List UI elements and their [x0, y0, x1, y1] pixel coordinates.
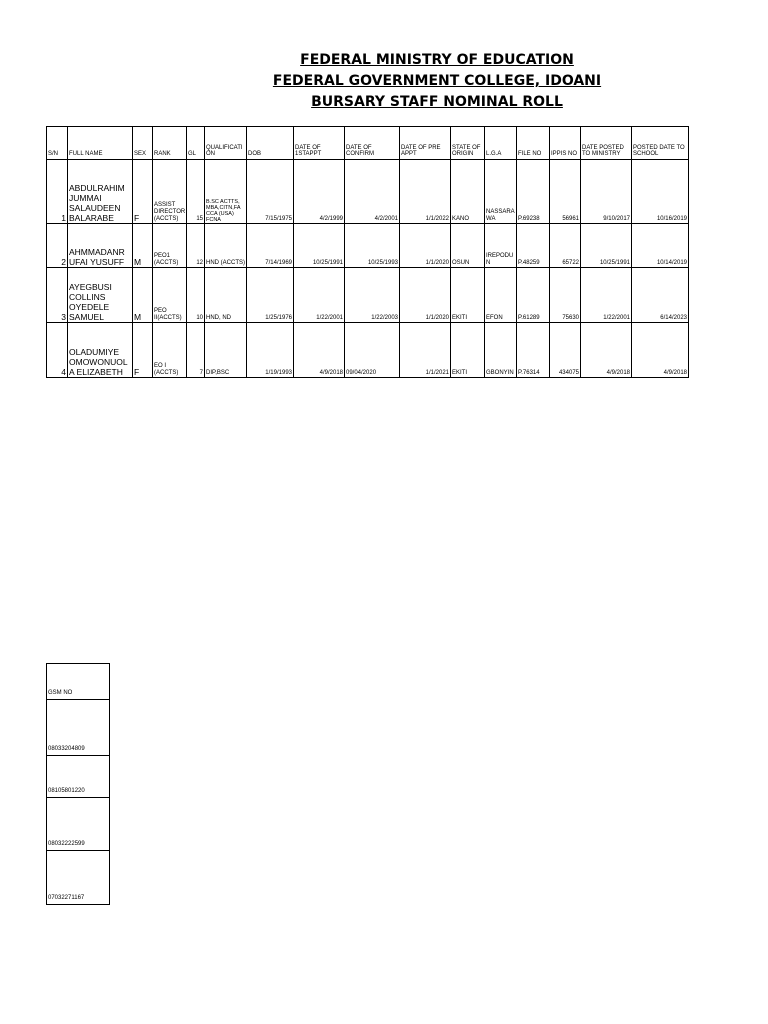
row-school: 10/16/2019 — [632, 160, 689, 224]
col-state: STATE OF ORIGIN — [451, 127, 485, 160]
col-sn: S/N — [47, 127, 68, 160]
row-confirm: 4/2/2001 — [345, 160, 400, 224]
row-first-appt: 1/22/2001 — [294, 268, 345, 323]
col-ippis-no: IPPIS NO — [550, 127, 581, 160]
gsm-table — [46, 663, 110, 905]
row-sex: M — [133, 268, 153, 323]
row-ministry: 4/9/2018 — [581, 323, 632, 378]
row-rank: PEO1 (ACCTS) — [153, 224, 187, 268]
col-full-name: FULL NAME — [68, 127, 133, 160]
row-state: EKITI — [451, 268, 485, 323]
row-lga: EFON — [485, 268, 517, 323]
col-date-first-appt: DATE OF 1STAPPT — [294, 127, 345, 160]
gsm-number: 08032222599 — [47, 798, 110, 851]
row-first-appt: 4/2/1999 — [294, 160, 345, 224]
gsm-row — [47, 700, 110, 756]
row-sn: 3 — [47, 268, 68, 323]
row-qualification: HND, ND — [205, 268, 247, 323]
row-sex: F — [133, 323, 153, 378]
row-rank: ASSIST DIRECTOR (ACCTS) — [153, 160, 187, 224]
row-sn: 4 — [47, 323, 68, 378]
nominal-roll-table — [46, 126, 689, 378]
row-school: 4/9/2018 — [632, 323, 689, 378]
col-dob: DOB — [247, 127, 294, 160]
row-pre-appt: 1/1/2022 — [400, 160, 451, 224]
col-date-ministry: DATE POSTED TO MINISTRY — [581, 127, 632, 160]
row-ippis: 56961 — [550, 160, 581, 224]
row-gl: 7 — [187, 323, 205, 378]
table-header-row — [47, 127, 689, 160]
row-ministry: 10/25/1991 — [581, 224, 632, 268]
table-row — [47, 268, 689, 323]
row-dob: 7/14/1969 — [247, 224, 294, 268]
row-sn: 1 — [47, 160, 68, 224]
row-rank: EO I (ACCTS) — [153, 323, 187, 378]
row-file-no: P.69238 — [517, 160, 550, 224]
row-qualification: B.SC ACTTS, MBA,CITN,FA CCA (USA) FCNA — [205, 160, 247, 224]
row-file-no: P.61289 — [517, 268, 550, 323]
row-confirm: 10/25/1993 — [345, 224, 400, 268]
table-row — [47, 160, 689, 224]
document-title-block — [0, 50, 768, 113]
gsm-row — [47, 756, 110, 798]
title-ministry: FEDERAL MINISTRY OF EDUCATION — [300, 52, 574, 68]
row-pre-appt: 1/1/2021 — [400, 323, 451, 378]
row-lga: GBONYIN — [485, 323, 517, 378]
col-rank: RANK — [153, 127, 187, 160]
row-file-no: P.48259 — [517, 224, 550, 268]
row-gl: 15 — [187, 160, 205, 224]
row-rank: PEO II(ACCTS) — [153, 268, 187, 323]
row-state: KANO — [451, 160, 485, 224]
title-college: FEDERAL GOVERNMENT COLLEGE, IDOANI — [272, 73, 602, 89]
col-date-school: POSTED DATE TO SCHOOL — [632, 127, 689, 160]
col-lga: L.G.A — [485, 127, 517, 160]
row-gl: 10 — [187, 268, 205, 323]
col-date-confirm: DATE OF CONFIRM — [345, 127, 400, 160]
row-state: OSUN — [451, 224, 485, 268]
row-gl: 12 — [187, 224, 205, 268]
row-first-appt: 10/25/1991 — [294, 224, 345, 268]
row-qualification: HND (ACCTS) — [205, 224, 247, 268]
col-file-no: FILE NO — [517, 127, 550, 160]
row-state: EKITI — [451, 323, 485, 378]
table-row — [47, 224, 689, 268]
row-lga: NASSARA WA — [485, 160, 517, 224]
gsm-header-row — [47, 664, 110, 700]
row-name: AYEGBUSI COLLINS OYEDELE SAMUEL — [68, 268, 133, 323]
row-name: AHMMADANR UFAI YUSUFF — [68, 224, 133, 268]
row-sex: M — [133, 224, 153, 268]
row-ippis: 434075 — [550, 323, 581, 378]
row-pre-appt: 1/1/2020 — [400, 224, 451, 268]
row-dob: 1/19/1993 — [247, 323, 294, 378]
row-school: 6/14/2023 — [632, 268, 689, 323]
gsm-number: 07032271167 — [47, 851, 110, 905]
row-dob: 1/25/1976 — [247, 268, 294, 323]
col-gl: GL — [187, 127, 205, 160]
gsm-header: GSM NO — [47, 664, 110, 700]
row-sex: F — [133, 160, 153, 224]
row-name: ABDULRAHIM JUMMAI SALAUDEEN BALARABE — [68, 160, 133, 224]
gsm-number: 08033204809 — [47, 700, 110, 756]
col-qualification: QUALIFICATI ON — [205, 127, 247, 160]
gsm-number: 08105801220 — [47, 756, 110, 798]
row-confirm: 1/22/2003 — [345, 268, 400, 323]
row-lga: IREPODU N — [485, 224, 517, 268]
col-sex: SEX — [133, 127, 153, 160]
row-confirm: 09/04/2020 — [345, 323, 400, 378]
row-file-no: P.76314 — [517, 323, 550, 378]
row-dob: 7/15/1975 — [247, 160, 294, 224]
row-ministry: 9/10/2017 — [581, 160, 632, 224]
row-qualification: DIP,BSC — [205, 323, 247, 378]
row-pre-appt: 1/1/2020 — [400, 268, 451, 323]
row-ippis: 65722 — [550, 224, 581, 268]
row-ippis: 75630 — [550, 268, 581, 323]
gsm-row — [47, 798, 110, 851]
title-roll: BURSARY STAFF NOMINAL ROLL — [311, 94, 563, 110]
table-row — [47, 323, 689, 378]
row-ministry: 1/22/2001 — [581, 268, 632, 323]
gsm-row — [47, 851, 110, 905]
row-school: 10/14/2019 — [632, 224, 689, 268]
row-name: OLADUMIYE OMOWONUOL A ELIZABETH — [68, 323, 133, 378]
col-date-pre-appt: DATE OF PRE APPT — [400, 127, 451, 160]
row-sn: 2 — [47, 224, 68, 268]
row-first-appt: 4/9/2018 — [294, 323, 345, 378]
